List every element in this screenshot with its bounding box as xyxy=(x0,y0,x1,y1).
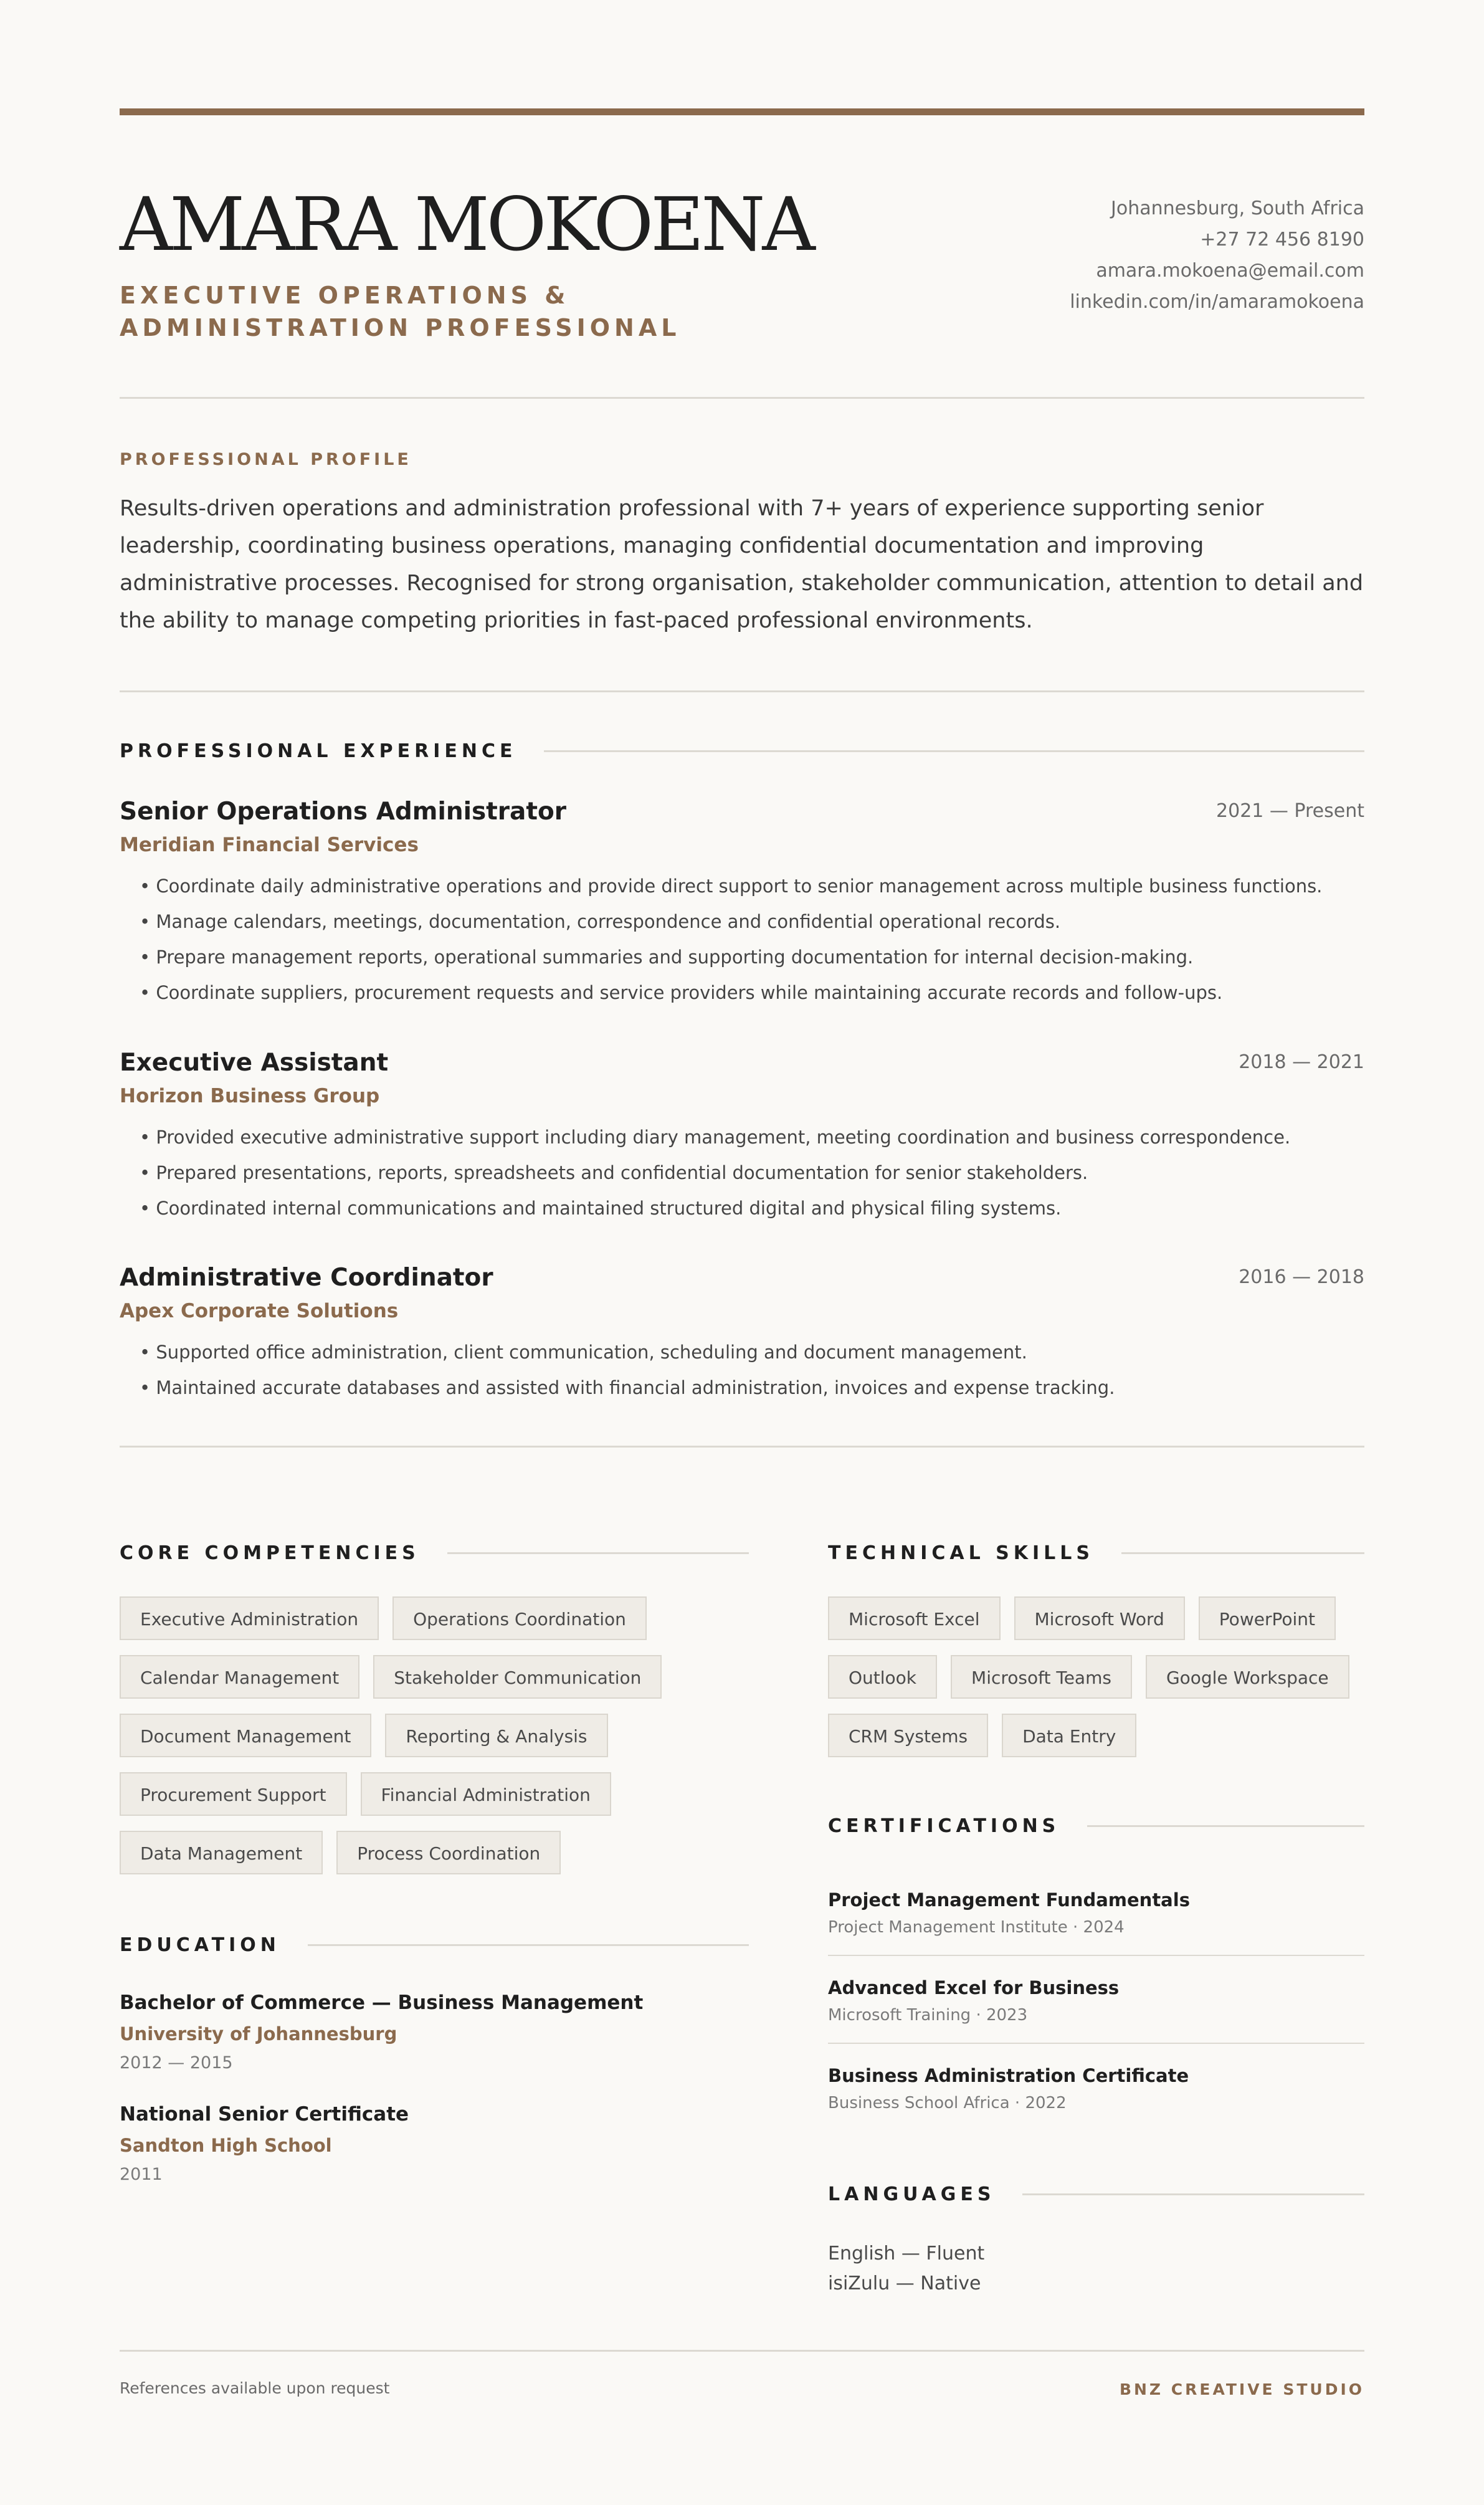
contact-linkedin[interactable]: linkedin.com/in/amaramokoena xyxy=(1070,291,1364,313)
competency-tag: Process Coordination xyxy=(336,1831,561,1874)
skill-tag: PowerPoint xyxy=(1199,1596,1336,1640)
job-dates: 2016 — 2018 xyxy=(1239,1266,1364,1288)
job-bullets xyxy=(120,1335,1364,1406)
job-bullet: • Coordinate daily administrative operations and provide direct support to senior management across multiple business functions. xyxy=(140,869,1364,904)
language-item: English — Fluent xyxy=(828,2243,985,2264)
experience-heading xyxy=(120,740,1364,762)
competency-tag: Operations Coordination xyxy=(392,1596,647,1640)
job-bullet: • Maintained accurate databases and assisted with financial administration, invoices and expense tracking. xyxy=(140,1370,1364,1406)
competency-tag: Document Management xyxy=(120,1714,371,1757)
certification-entry xyxy=(828,1974,1364,2029)
job-title: Senior Operations Administrator xyxy=(120,798,567,826)
footer-divider xyxy=(120,2350,1364,2352)
education-school: Sandton High School xyxy=(120,2135,332,2156)
competency-tag: Stakeholder Communication xyxy=(373,1655,662,1699)
contact-phone[interactable]: +27 72 456 8190 xyxy=(1200,229,1364,250)
certification-divider xyxy=(828,2043,1364,2044)
heading-line xyxy=(1087,1825,1364,1827)
education-years: 2012 — 2015 xyxy=(120,2053,233,2073)
competency-tag: Executive Administration xyxy=(120,1596,379,1640)
competency-tag: Calendar Management xyxy=(120,1655,359,1699)
skill-tag: Outlook xyxy=(828,1655,937,1699)
footer-studio: BNZ CREATIVE STUDIO xyxy=(1119,2380,1364,2398)
certifications-heading xyxy=(828,1815,1364,1837)
contact-location: Johannesburg, South Africa xyxy=(1111,198,1364,219)
skill-tag: Microsoft Word xyxy=(1014,1596,1185,1640)
skill-tag: Data Entry xyxy=(1002,1714,1136,1757)
certification-name: Business Administration Certificate xyxy=(828,2065,1189,2086)
certification-info: Microsoft Training · 2023 xyxy=(828,2006,1028,2025)
footer-references: References available upon request xyxy=(120,2379,390,2397)
job-company: Horizon Business Group xyxy=(120,1085,380,1107)
accent-bar xyxy=(120,108,1364,115)
job-bullet: • Manage calendars, meetings, documentation, correspondence and confidential operational records. xyxy=(140,904,1364,940)
skill-tag: CRM Systems xyxy=(828,1714,988,1757)
education-years: 2011 xyxy=(120,2165,163,2184)
competency-tag: Financial Administration xyxy=(361,1772,611,1816)
job-bullet: • Coordinate suppliers, procurement requests and service providers while maintaining accurate records and follow-ups. xyxy=(140,975,1364,1011)
divider xyxy=(120,397,1364,399)
languages-heading-text: LANGUAGES xyxy=(828,2183,996,2205)
competencies-heading-text: CORE COMPETENCIES xyxy=(120,1542,420,1564)
certification-info: Business School Africa · 2022 xyxy=(828,2094,1067,2112)
technical-heading xyxy=(828,1542,1364,1564)
job-title: Administrative Coordinator xyxy=(120,1264,493,1292)
education-heading xyxy=(120,1934,749,1956)
education-heading-text: EDUCATION xyxy=(120,1934,280,1956)
competencies-tags xyxy=(120,1596,749,1874)
heading-line xyxy=(447,1552,749,1554)
education-school: University of Johannesburg xyxy=(120,2023,397,2045)
job-dates: 2021 — Present xyxy=(1216,800,1364,822)
education-entry xyxy=(120,2099,749,2188)
job-entry xyxy=(120,795,1364,1011)
heading-line xyxy=(1121,1552,1364,1554)
job-company: Meridian Financial Services xyxy=(120,834,419,856)
job-entry xyxy=(120,1261,1364,1406)
divider xyxy=(120,1446,1364,1448)
contact-email[interactable]: amara.mokoena@email.com xyxy=(1096,260,1364,282)
competency-tag: Reporting & Analysis xyxy=(385,1714,607,1757)
job-bullets xyxy=(120,869,1364,1011)
certification-name: Advanced Excel for Business xyxy=(828,1977,1120,1998)
technical-tags xyxy=(828,1596,1364,1757)
job-bullet: • Supported office administration, client communication, scheduling and document management. xyxy=(140,1335,1364,1370)
profile-heading: PROFESSIONAL PROFILE xyxy=(120,450,412,469)
job-bullet: • Provided executive administrative support including diary management, meeting coordination and business correspondence. xyxy=(140,1120,1364,1155)
competency-tag: Data Management xyxy=(120,1831,323,1874)
job-entry xyxy=(120,1046,1364,1226)
education-degree: National Senior Certificate xyxy=(120,2103,409,2126)
divider xyxy=(120,690,1364,692)
languages-heading xyxy=(828,2183,1364,2205)
certification-entry xyxy=(828,2062,1364,2117)
job-company: Apex Corporate Solutions xyxy=(120,1300,399,1322)
profile-text: Results-driven operations and administration professional with 7+ years of experience supporting senior leadership, coordinating business operations, managing confidential documentation and improving administrative processes. Recognised for strong organisation, stakeholder communication, attention to detail and the ability to manage competing priorities in fast-paced professional environments. xyxy=(120,496,1364,633)
technical-heading-text: TECHNICAL SKILLS xyxy=(828,1542,1094,1564)
skill-tag: Google Workspace xyxy=(1146,1655,1349,1699)
education-entry xyxy=(120,1987,749,2077)
certification-name: Project Management Fundamentals xyxy=(828,1889,1190,1911)
competencies-heading xyxy=(120,1542,749,1564)
job-bullet: • Coordinated internal communications and maintained structured digital and physical filing systems. xyxy=(140,1191,1364,1226)
education-degree: Bachelor of Commerce — Business Management xyxy=(120,1992,644,2014)
candidate-name: AMARA MOKOENA xyxy=(120,181,812,267)
certification-entry xyxy=(828,1886,1364,1941)
job-bullets xyxy=(120,1120,1364,1226)
candidate-role: EXECUTIVE OPERATIONS & ADMINISTRATION PROFESSIONAL xyxy=(120,282,681,341)
skill-tag: Microsoft Teams xyxy=(951,1655,1132,1699)
skill-tag: Microsoft Excel xyxy=(828,1596,1001,1640)
contact-block xyxy=(1070,193,1364,318)
competency-tag: Procurement Support xyxy=(120,1772,347,1816)
heading-line xyxy=(544,750,1364,752)
job-title: Executive Assistant xyxy=(120,1049,389,1077)
job-bullet: • Prepare management reports, operational summaries and supporting documentation for internal decision-making. xyxy=(140,940,1364,975)
job-bullet: • Prepared presentations, reports, spreadsheets and confidential documentation for senior stakeholders. xyxy=(140,1155,1364,1191)
resume-page xyxy=(120,0,1364,2505)
job-dates: 2018 — 2021 xyxy=(1239,1051,1364,1073)
experience-heading-text: PROFESSIONAL EXPERIENCE xyxy=(120,740,517,762)
language-item: isiZulu — Native xyxy=(828,2273,981,2294)
heading-line xyxy=(1022,2193,1364,2195)
heading-line xyxy=(308,1944,749,1946)
certifications-heading-text: CERTIFICATIONS xyxy=(828,1815,1060,1837)
certification-divider xyxy=(828,1955,1364,1956)
certification-info: Project Management Institute · 2024 xyxy=(828,1918,1125,1937)
